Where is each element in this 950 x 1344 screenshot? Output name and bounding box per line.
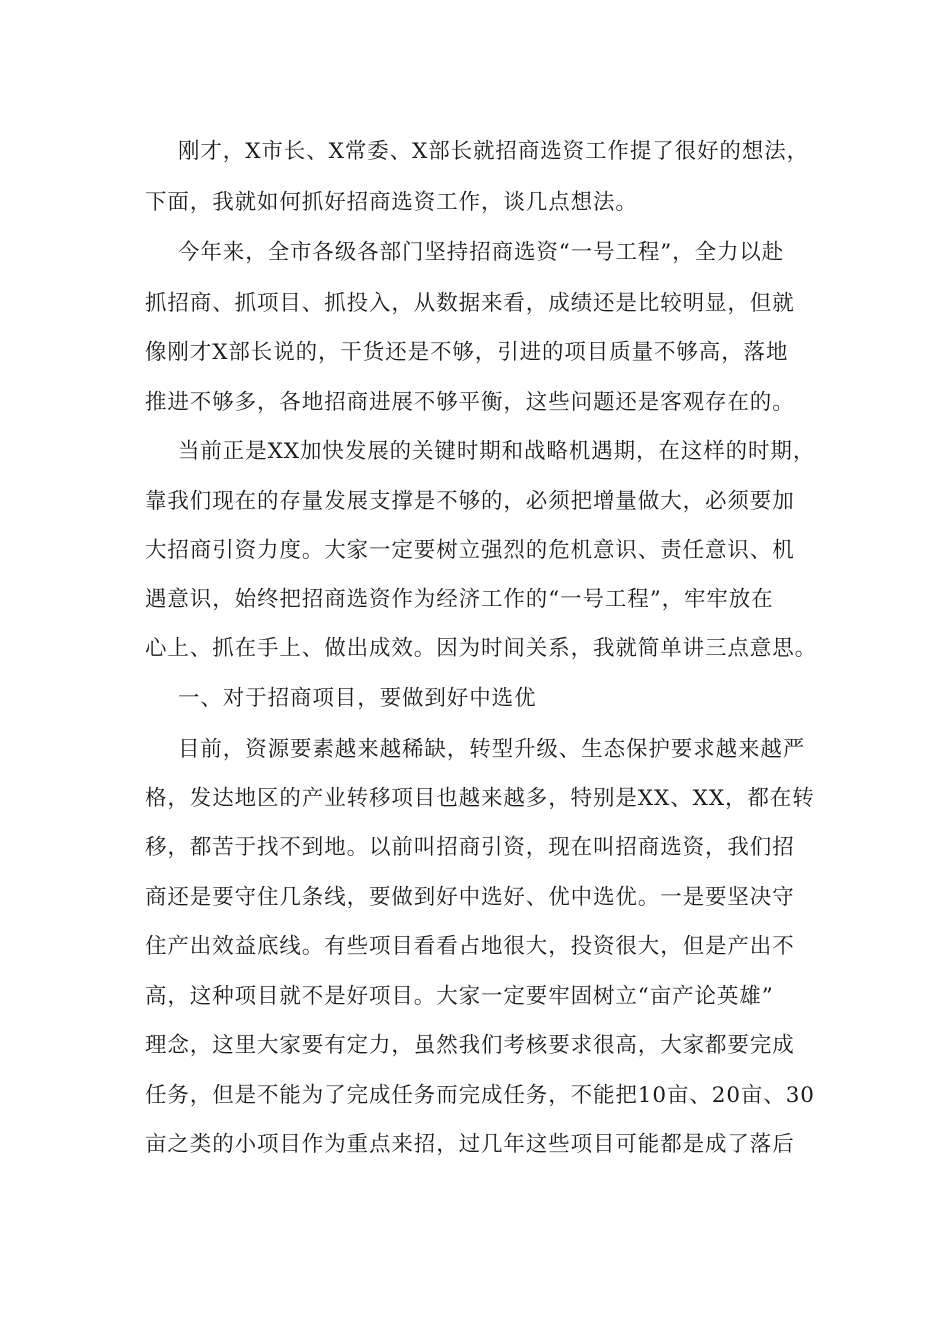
paragraph-4-line-3: 移，都苦于找不到地。以前叫招商引资，现在叫招商选资，我们招 [145, 835, 795, 860]
paragraph-4-line-8: 任务，但是不能为了完成任务而完成任务，不能把10亩、20亩、30 [145, 1083, 815, 1108]
paragraph-4-line-2: 格，发达地区的产业转移项目也越来越多，特别是XX、XX，都在转 [145, 786, 815, 811]
paragraph-3-line-4: 遇意识，始终把招商选资作为经济工作的“一号工程”，牢牢放在 [145, 587, 774, 612]
paragraph-4-line-4: 商还是要守住几条线，要做到好中选好、优中选优。一是要坚决守 [145, 885, 795, 910]
paragraph-4-line-9: 亩之类的小项目作为重点来招，过几年这些项目可能都是成了落后 [145, 1132, 795, 1157]
paragraph-3-line-5: 心上、抓在手上、做出成效。因为时间关系，我就简单讲三点意思。 [145, 636, 818, 661]
paragraph-3-line-2: 靠我们现在的存量发展支撑是不够的，必须把增量做大，必须要加 [145, 489, 795, 514]
paragraph-4-line-1: 目前，资源要素越来越稀缺，转型升级、生态保护要求越来越严 [178, 737, 806, 762]
paragraph-2-line-2: 抓招商、抓项目、抓投入，从数据来看，成绩还是比较明显，但就 [145, 291, 795, 316]
section-heading-1: 一、对于招商项目，要做到好中选优 [178, 686, 537, 711]
paragraph-2-line-1: 今年来，全市各级各部门坚持招商选资“一号工程”，全力以赴 [178, 240, 785, 265]
paragraph-2-line-3: 像刚才X部长说的，干货还是不够，引进的项目质量不够高，落地 [145, 340, 789, 365]
paragraph-3-line-3: 大招商引资力度。大家一定要树立强烈的危机意识、责任意识、机 [145, 538, 795, 563]
paragraph-2-line-4: 推进不够多，各地招商进展不够平衡，这些问题还是客观存在的。 [145, 390, 795, 415]
paragraph-1-line-2: 下面，我就如何抓好招商选资工作，谈几点想法。 [145, 190, 638, 215]
paragraph-1-line-1: 刚才，X市长、X常委、X部长就招商选资工作提了很好的想法， [178, 139, 810, 164]
paragraph-3-line-1: 当前正是XX加快发展的关键时期和战略机遇期，在这样的时期， [178, 439, 816, 464]
paragraph-4-line-7: 理念，这里大家要有定力，虽然我们考核要求很高，大家都要完成 [145, 1033, 795, 1058]
paragraph-4-line-5: 住产出效益底线。有些项目看看占地很大，投资很大，但是产出不 [145, 934, 795, 959]
paragraph-4-line-6: 高，这种项目就不是好项目。大家一定要牢固树立“亩产论英雄” [145, 984, 774, 1009]
